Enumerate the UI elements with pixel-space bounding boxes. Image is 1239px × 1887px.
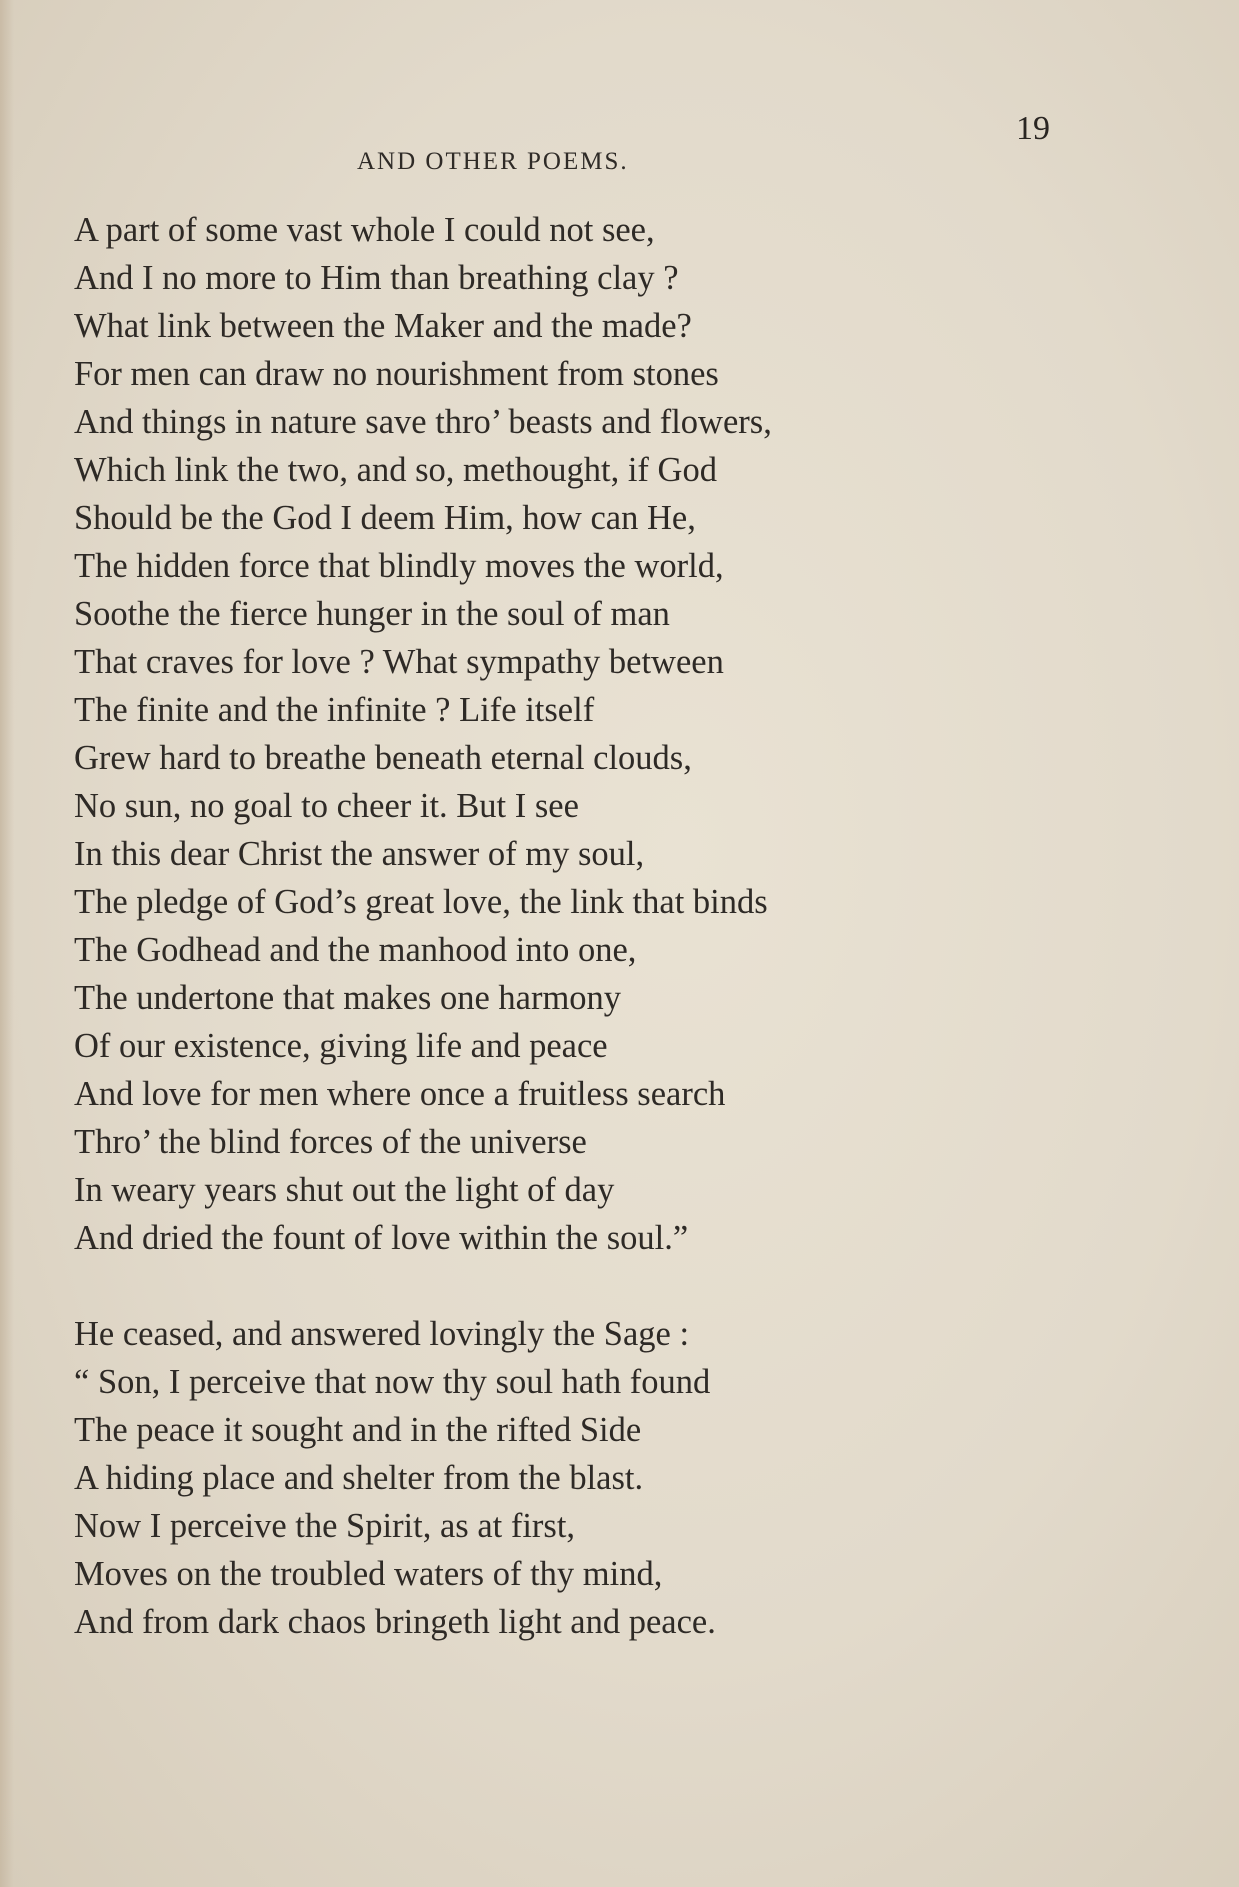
poem-line: Should be the God I deem Him, how can He, (74, 499, 696, 537)
poem-line: A hiding place and shelter from the blast. (74, 1459, 644, 1497)
poem-line: Thro’ the blind forces of the universe (74, 1123, 587, 1161)
poem-line: The undertone that makes one harmony (74, 979, 622, 1017)
poem-line: And I no more to Him than breathing clay ? (74, 259, 679, 297)
poem-line: Moves on the troubled waters of thy mind, (74, 1555, 663, 1593)
poem-line: The hidden force that blindly moves the world, (74, 547, 724, 585)
binding-edge-shadow (0, 0, 14, 1887)
page-number: 19 (1016, 110, 1050, 147)
poem-line: In this dear Christ the answer of my soul, (74, 835, 645, 873)
poem-line: Now I perceive the Spirit, as at first, (74, 1507, 576, 1545)
poem-line: The pledge of God’s great love, the link that binds (74, 883, 768, 921)
poem-line: Of our existence, giving life and peace (74, 1027, 608, 1065)
poem-line: And from dark chaos bringeth light and peace. (74, 1603, 716, 1641)
poem-line: And dried the fount of love within the soul.” (74, 1219, 689, 1257)
poem-line: The finite and the infinite ? Life itself (74, 691, 595, 729)
poem-line: Soothe the fierce hunger in the soul of man (74, 595, 670, 633)
poem-line: No sun, no goal to cheer it. But I see (74, 787, 579, 825)
stanza (74, 1310, 716, 1646)
poem-line: The Godhead and the manhood into one, (74, 931, 637, 969)
poem-line: The peace it sought and in the rifted Side (74, 1411, 642, 1449)
poem-line: “ Son, I perceive that now thy soul hath found (74, 1363, 711, 1401)
poem-line: That craves for love ? What sympathy between (74, 643, 724, 681)
poem-line: And things in nature save thro’ beasts and flowers, (74, 403, 772, 441)
poem-line: In weary years shut out the light of day (74, 1171, 615, 1209)
poem-line: He ceased, and answered lovingly the Sage : (74, 1315, 690, 1353)
running-head: AND OTHER POEMS. (357, 148, 629, 175)
stanza (74, 206, 772, 1262)
poem-line: Grew hard to breathe beneath eternal clouds, (74, 739, 692, 777)
poem-line: What link between the Maker and the made? (74, 307, 692, 345)
poem-line: And love for men where once a fruitless search (74, 1075, 726, 1113)
poem-line: A part of some vast whole I could not see, (74, 211, 655, 249)
poem-line: For men can draw no nourishment from stones (74, 355, 719, 393)
poem-line: Which link the two, and so, methought, if God (74, 451, 717, 489)
